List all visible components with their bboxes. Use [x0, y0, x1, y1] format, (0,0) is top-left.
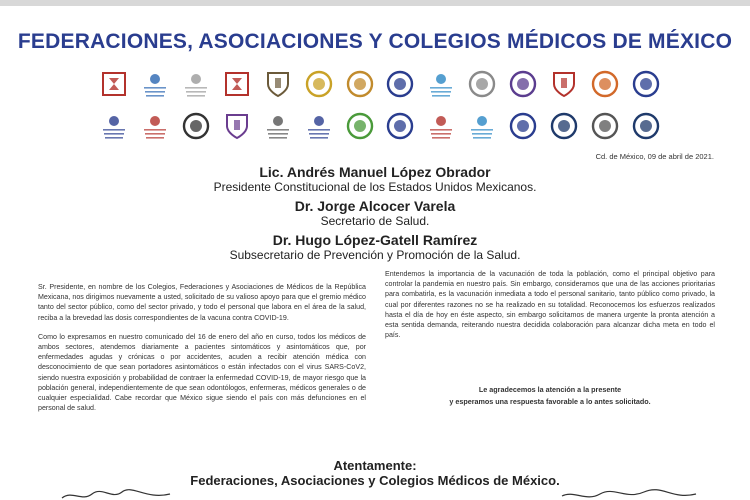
body-paragraph: Entendemos la importancia de la vacunación de toda la población, como el principal objetivo para controlar la pandemia en nuestro país. Sin embargo, consideramos que una de las acciones prioritarias para combatirla, es la vacunación inmediata a todo el personal sanitario, tanto público como privado, la cual por diferentes razones no se ha realizado en su totalidad. Reconocemos los esfuerzos realizados hasta el día de hoy en éste aspecto, sin embargo solicitamos de manera urgente la pronta atención a esta sentida demanda, reiterando nuestra decidida colaboración para alcanzar dicha meta en todo el país.	[385, 270, 715, 340]
purple-hand-logo	[223, 112, 251, 140]
small-text-logo	[264, 112, 292, 140]
recipient-role: Subsecretario de Prevención y Promoción de la Salud.	[229, 248, 521, 262]
letter-body-right	[385, 269, 715, 349]
signature-right	[560, 488, 700, 500]
recipient-role: Secretario de Salud.	[320, 214, 430, 228]
caduceus-logo	[182, 112, 210, 140]
hourglass-emblem-logo	[100, 70, 128, 98]
signature-left	[60, 488, 180, 500]
blue-crest-logo	[632, 70, 660, 98]
navy-seal-logo	[632, 112, 660, 140]
recipient-name: Dr. Hugo López-Gatell Ramírez	[272, 232, 478, 248]
thanks-block	[385, 384, 715, 407]
logo-row	[100, 108, 660, 144]
orange-seal-logo	[591, 70, 619, 98]
recipient-name: Dr. Jorge Alcocer Varela	[294, 198, 456, 214]
medical-association-logo	[141, 70, 169, 98]
tmg-logo	[427, 70, 455, 98]
seal-logo	[386, 112, 414, 140]
date-line: Cd. de México, 09 de abril de 2021.	[595, 152, 714, 161]
blue-red-text-logo	[305, 112, 333, 140]
striped-logo	[100, 112, 128, 140]
gray-text-logo	[182, 70, 210, 98]
map-logo	[346, 70, 374, 98]
recipient-name: Lic. Andrés Manuel López Obrador	[259, 164, 491, 180]
white-seal-logo	[468, 70, 496, 98]
red-frame-logo	[223, 70, 251, 98]
navy-circle-logo	[550, 112, 578, 140]
red-blue-text-logo	[427, 112, 455, 140]
purple-seal-logo	[509, 70, 537, 98]
fccpm-logo	[591, 112, 619, 140]
recipient-role: Presidente Constitucional de los Estados Unidos Mexicanos.	[213, 180, 537, 194]
logo-strip	[100, 66, 660, 150]
red-crest-logo	[550, 70, 578, 98]
blue-seal-logo	[386, 70, 414, 98]
recipient-block	[0, 232, 750, 262]
thanks-line: Le agradecemos la atención a la presente	[478, 385, 622, 394]
top-border	[0, 0, 750, 6]
blue-circle-logo	[509, 112, 537, 140]
recipient-block	[0, 164, 750, 194]
letterhead-title: FEDERACIONES, ASOCIACIONES Y COLEGIOS MÉDICOS DE MÉXICO	[17, 30, 733, 53]
gold-circle-logo	[305, 70, 333, 98]
thanks-line: y esperamos una respuesta favorable a lo antes solicitado.	[449, 396, 651, 406]
closing-organization: Federaciones, Asociaciones y Colegios Médicos de México.	[190, 473, 560, 488]
red-text-logo	[141, 112, 169, 140]
crest-logo	[264, 70, 292, 98]
logo-row	[100, 66, 660, 102]
letter-body-left	[38, 282, 366, 422]
green-logo	[346, 112, 374, 140]
closing-salutation: Atentamente:	[333, 458, 417, 473]
body-paragraph: Sr. Presidente, en nombre de los Colegios, Federaciones y Asociaciones de Médicos de la República Mexicana, nos dirigimos nuevamente a usted, solicitado de su valioso apoyo para que el gremio médico tanto del sector público, como del sector privado, y todo el personal que labora en el área de la salud, reciba a la brevedad las dosis correspondientes de la vacuna contra COVID-19.	[38, 283, 366, 322]
blue-person-logo	[468, 112, 496, 140]
recipient-block	[0, 198, 750, 228]
body-paragraph: Como lo expresamos en nuestro comunicado del 16 de enero del año en curso, todos los médicos de ambos sectores, atendemos diariamente a pacientes sintomáticos y asintomáticos que, por enfermedades agudas y crónicas o por accidentes, acuden a recibir atención médica con desconocimiento de que sean portadores asintomáticos o están infectados con el virus SARS-CoV2, siendo nuestra exposición y probabilidad de contraer la enfermedad COVID-19, de mayor riesgo que la población general, independientemente de que sean odontólogos, enfermeras, médicos generales o de cualquier especialidad. Cabe recordar que México sigue siendo el país con más defunciones en el personal de salud.	[38, 332, 366, 413]
